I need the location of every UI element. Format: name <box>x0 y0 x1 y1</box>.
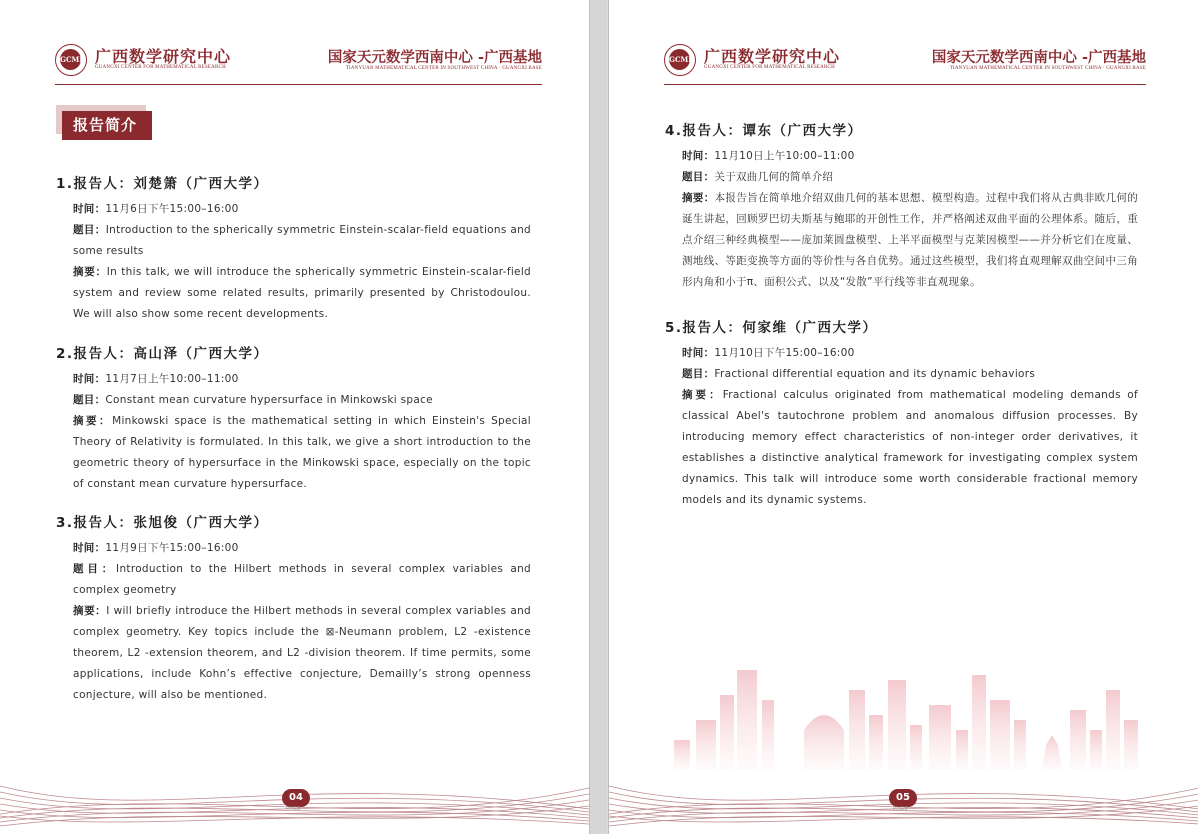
talk-time: 时间：11月10日上午10:00–11:00 <box>682 150 855 162</box>
talk-abstract: 摘要：本报告旨在简单地介绍双曲几何的基本思想、模型构造。过程中我们将从古典非欧几何的诞生讲起，回顾罗巴切夫斯基与鲍耶的开创性工作，并严格阐述双曲平面的公理体系。随后，重点介绍三种经典模型——庞加莱圆盘模型、上半平面模型与克莱因模型——并分析它们在度量、测地线、等距变换等方面的等价性与各自优势。通过这些模型，我们将直观理解双曲空间中三角形内角和小于π、面积公式、以及“发散”平行线等非直观现象。 <box>682 192 1138 288</box>
talk-block-2 <box>56 342 531 495</box>
talk-time: 时间：11月10日下午15:00–16:00 <box>682 347 855 359</box>
talk-topic: 题目：Constant mean curvature hypersurface in Minkowski space <box>73 394 433 406</box>
talk-title: 5.报告人：何家维（广西大学） <box>665 320 878 336</box>
talk-time: 时间：11月6日下午15:00–16:00 <box>73 203 239 215</box>
base-subtitle: TIANYUAN MATHEMATICAL CENTER IN SOUTHWEST CHINA · GUANGXI BASE <box>949 66 1146 71</box>
org-name: 广西数学研究中心 <box>704 47 841 66</box>
page-header <box>664 38 1146 85</box>
talk-block-1 <box>56 172 531 325</box>
logo-text: GCMR <box>60 49 81 70</box>
org-subtitle: GUANGXI CENTER FOR MATHEMATICAL RESEARCH <box>95 65 226 70</box>
talk-topic: 题目：Fractional differential equation and its dynamic behaviors <box>682 368 1036 380</box>
talk-abstract: 摘要：Minkowski space is the mathematical setting in which Einstein's Special Theory of Relativity is formulated. In this talk, we give a short introduction to the geometric theory of hypersurface in the Minkowski space, especially on the topic of constant mean curvature hypersurface. <box>73 415 532 490</box>
org-subtitle: GUANGXI CENTER FOR MATHEMATICAL RESEARCH <box>704 65 835 70</box>
org-logo <box>55 44 89 78</box>
talk-title: 1.报告人：刘楚箫（广西大学） <box>56 176 269 192</box>
page-right <box>608 0 1198 834</box>
section-title: 报告简介 <box>62 111 152 140</box>
talk-topic: 题目：Introduction to the spherically symmetric Einstein-scalar-field equations and some results <box>73 224 531 257</box>
talk-title: 4.报告人：谭东（广西大学） <box>665 123 863 139</box>
base-subtitle: TIANYUAN MATHEMATICAL CENTER IN SOUTHWEST CHINA · GUANGXI BASE <box>345 66 542 71</box>
base-title: 国家天元数学西南中心 -广西基地 <box>327 49 542 66</box>
page-header <box>55 38 542 85</box>
page-word: PAGE <box>893 806 909 812</box>
talk-time: 时间：11月7日上午10:00–11:00 <box>73 373 239 385</box>
talk-abstract: 摘要：Fractional calculus originated from mathematical modeling demands of classical Abel's tautochrone problem and anomalous diffusion processes. By introducing memory effect characteristics of non-integer order derivatives, it establishes a distinctive analytical framework for investigating complex system dynamics. This talk will introduce some worth considerable fractional memory models and its dynamic systems. <box>682 389 1138 506</box>
page-number: 04 <box>282 789 310 807</box>
talk-title: 2.报告人：高山泽（广西大学） <box>56 346 269 362</box>
talk-title: 3.报告人：张旭俊（广西大学） <box>56 515 269 531</box>
talk-block-5 <box>665 316 1138 511</box>
page-number: 05 <box>889 789 917 807</box>
org-logo <box>664 44 698 78</box>
base-title: 国家天元数学西南中心 -广西基地 <box>931 49 1146 66</box>
org-name: 广西数学研究中心 <box>95 47 232 66</box>
page-gutter <box>590 0 607 834</box>
page-left <box>0 0 590 834</box>
talk-time: 时间：11月9日下午15:00–16:00 <box>73 542 239 554</box>
talk-topic: 题目：关于双曲几何的简单介绍 <box>682 171 834 183</box>
talk-abstract: 摘要：I will briefly introduce the Hilbert methods in several complex variables and complex geometry. Key topics include the ⊠-Neumann problem, L2 -existence theorem, L2 -extension theorem, and L2 -division theorem. If time permits, some applications, include Kohn’s effective conjecture, Demailly’s strong openness conjecture, will also be mentioned. <box>73 605 531 701</box>
logo-text: GCMR <box>669 49 690 70</box>
talk-block-4 <box>665 119 1138 293</box>
talk-block-3 <box>56 511 531 706</box>
talk-abstract: 摘要：In this talk, we will introduce the spherically symmetric Einstein-scalar-field system and review some related results, primarily presented by Christodoulou. We will also show some recent developments. <box>73 266 531 320</box>
page-word: PAGE <box>286 806 302 812</box>
talk-topic: 题目：Introduction to the Hilbert methods in several complex variables and complex geometry <box>73 563 531 596</box>
city-skyline-illustration <box>674 660 1144 770</box>
